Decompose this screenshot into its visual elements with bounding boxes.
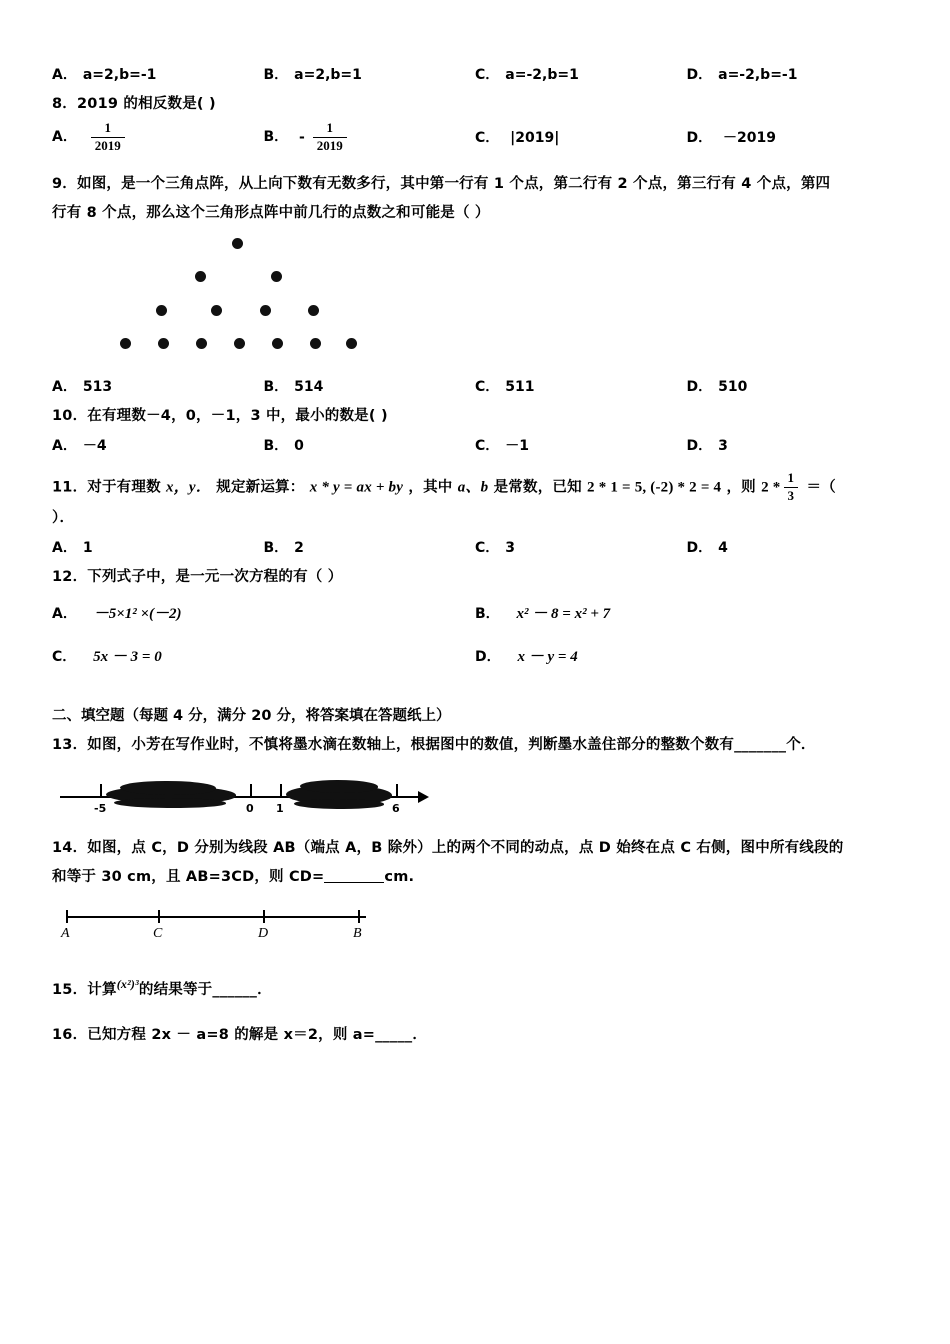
option-text: a=-2,b=-1: [718, 67, 798, 83]
dot-array: [62, 238, 392, 368]
stem-part: cm.: [384, 869, 415, 886]
option-label: C．: [475, 540, 500, 557]
option-label: C．: [475, 67, 500, 83]
stem-part: ＝（: [806, 479, 836, 496]
point-label-b: B: [353, 926, 362, 942]
option-label: D．: [686, 378, 713, 395]
question-15: [52, 972, 898, 1005]
question-10: [52, 402, 898, 455]
question-9-stem-line1: 9．如图，是一个三角点阵，从上向下数有无数多行，其中第一行有 1 个点，第二行有 2 个点，第三行有 4 个点，第四: [52, 175, 831, 192]
option-label: A．: [52, 606, 77, 623]
option-d[interactable]: [687, 435, 899, 455]
option-a[interactable]: [52, 121, 264, 154]
question-10-options: [52, 435, 898, 455]
option-label: B．: [263, 540, 289, 557]
dot: [234, 338, 245, 349]
minus-sign: -: [299, 129, 305, 146]
dot: [120, 338, 131, 349]
option-label: D．: [686, 437, 713, 454]
fraction-one-over-2019: $\frac{1}{2019}$: [313, 121, 347, 154]
option-c[interactable]: [475, 64, 687, 84]
question-8: [52, 90, 898, 154]
option-formula: x － y = 4: [517, 649, 578, 666]
question-11-stem: [52, 471, 898, 504]
option-c[interactable]: [475, 127, 687, 147]
question-16: [52, 1021, 898, 1050]
option-label: D．: [686, 67, 713, 83]
option-a[interactable]: [52, 435, 264, 455]
stem-part: 规定新运算：: [216, 479, 305, 496]
option-formula: x² － 8 = x² + 7: [516, 606, 611, 623]
option-label: B．: [263, 378, 289, 395]
option-c[interactable]: [475, 435, 687, 455]
option-a[interactable]: [52, 537, 264, 557]
target-expression: 2 *: [761, 479, 781, 496]
dot: [156, 305, 167, 316]
question-8-options: [52, 121, 898, 154]
point-tick-b: [358, 910, 360, 923]
point-tick-a: [66, 910, 68, 923]
point-label-c: C: [153, 926, 163, 942]
option-text: 4: [718, 540, 728, 557]
question-12-options-row1: [52, 602, 898, 623]
dot: [232, 238, 243, 249]
segment-line: [66, 916, 366, 918]
tick: [100, 784, 102, 798]
option-text: －4: [82, 437, 107, 454]
option-text: 513: [82, 378, 113, 395]
section-2-title: 二、填空题（每题 4 分，满分 20 分，将答案填在答题纸上）: [52, 708, 451, 725]
given-equations: 2 * 1 = 5, (-2) * 2 = 4: [587, 479, 722, 496]
dot: [211, 305, 222, 316]
dot: [308, 305, 319, 316]
option-label: C．: [475, 130, 500, 147]
option-label: C．: [475, 437, 500, 454]
number-line: [60, 770, 460, 826]
option-label: B．: [263, 129, 289, 146]
option-formula: －5×1² ×(－2): [93, 606, 182, 623]
stem-part: 是常数，已知: [493, 479, 582, 496]
option-label: B．: [263, 67, 289, 83]
number-line-figure: [52, 770, 898, 826]
question-12-options-row2: [52, 645, 898, 666]
answer-blank[interactable]: [324, 868, 384, 884]
question-14-stem-line2: [52, 863, 898, 892]
option-b[interactable]: [264, 64, 476, 84]
option-d[interactable]: [475, 645, 898, 666]
option-label: D．: [475, 649, 501, 666]
option-b[interactable]: [264, 376, 476, 396]
stem-part: ，其中: [408, 479, 453, 496]
question-13: [52, 731, 898, 826]
option-text: |2019|: [510, 130, 560, 147]
option-b[interactable]: [264, 537, 476, 557]
stem-part: 11．对于有理数: [52, 479, 161, 496]
dot: [158, 338, 169, 349]
option-text: 510: [718, 378, 748, 395]
tick-label: 6: [392, 802, 400, 816]
option-text: 3: [505, 540, 516, 557]
option-formula: 5x － 3 = 0: [93, 649, 162, 666]
tick: [280, 784, 282, 798]
dot: [260, 305, 271, 316]
dot: [196, 338, 207, 349]
option-label: D．: [686, 540, 713, 557]
option-d[interactable]: [687, 64, 899, 84]
question-15-stem: [52, 972, 898, 1005]
option-d[interactable]: [687, 376, 899, 396]
dot: [195, 271, 206, 282]
question-8-stem: 8．2019 的相反数是( ): [52, 96, 216, 112]
fraction-one-third: $\frac{1}{3}$: [784, 471, 799, 504]
tick-label: -5: [94, 802, 107, 816]
option-text: 2: [294, 540, 304, 557]
question-7-options: [52, 64, 898, 84]
question-13-stem: 13．如图，小芳在写作业时，不慎将墨水滴在数轴上，根据图中的数值，判断墨水盖住部分的整数个数有_______个．: [52, 737, 816, 754]
option-label: D．: [686, 130, 713, 147]
option-label: A．: [52, 540, 77, 557]
stem-part: 15．计算: [52, 982, 117, 999]
expression: (x²)³: [116, 977, 139, 992]
stem-part: 和等于 30 cm，且 AB=3CD，则 CD=: [52, 869, 325, 886]
option-text: 1: [82, 540, 93, 557]
dot: [310, 338, 321, 349]
tick-label: 1: [276, 802, 284, 816]
question-10-stem: 10．在有理数－4，0，－1，3 中，最小的数是( ): [52, 407, 388, 424]
option-label: B．: [263, 437, 289, 454]
question-11: [52, 471, 898, 557]
segment-figure: [52, 902, 898, 954]
question-9-stem-line2: 行有 8 个点，那么这个三角形点阵中前几行的点数之和可能是（ ）: [52, 204, 490, 221]
stem-part: ，则: [726, 479, 756, 496]
option-label: B．: [475, 606, 500, 623]
question-11-options: [52, 537, 898, 557]
option-b[interactable]: [264, 121, 476, 154]
stem-part: 的结果等于______．: [138, 982, 272, 999]
option-text: 3: [718, 437, 728, 454]
option-c[interactable]: [475, 376, 687, 396]
tick: [250, 784, 252, 798]
option-b[interactable]: [475, 602, 898, 623]
constants: a、b: [457, 479, 489, 496]
option-label: C．: [52, 649, 77, 666]
option-text: a=2,b=1: [294, 67, 362, 83]
axis-arrow: [418, 791, 429, 803]
option-b[interactable]: [264, 435, 476, 455]
dot: [346, 338, 357, 349]
dot: [272, 338, 283, 349]
point-tick-c: [158, 910, 160, 923]
question-9-options: [52, 376, 898, 396]
option-text: 514: [294, 378, 324, 395]
option-label: A．: [52, 129, 77, 146]
option-a[interactable]: [52, 602, 475, 623]
segment-diagram: [58, 902, 378, 954]
tick: [396, 784, 398, 798]
option-text: 511: [505, 378, 535, 395]
option-d[interactable]: [687, 537, 899, 557]
tick-label: 0: [246, 802, 254, 816]
option-text: a=2,b=-1: [82, 67, 157, 83]
point-label-a: A: [61, 926, 70, 942]
option-text: 0: [294, 437, 304, 454]
ink-blot-right-lower: [294, 799, 384, 809]
option-text: a=-2,b=1: [505, 67, 579, 83]
question-14: [52, 834, 898, 954]
variables: x，y．: [166, 479, 211, 496]
option-c[interactable]: [52, 645, 475, 666]
option-c[interactable]: [475, 537, 687, 557]
option-text: －2019: [723, 130, 776, 147]
fraction-one-over-2019: $\frac{1}{2019}$: [91, 121, 125, 154]
question-12-stem: 12．下列式子中，是一元一次方程的有（ ）: [52, 569, 343, 586]
option-a[interactable]: [52, 64, 264, 84]
point-tick-d: [263, 910, 265, 923]
question-11-stem-line2: ）．: [52, 510, 75, 527]
question-16-stem: 16．已知方程 2x － a=8 的解是 x＝2，则 a=_____．: [52, 1027, 428, 1044]
option-label: A．: [52, 437, 77, 454]
option-label: A．: [52, 67, 77, 83]
option-a[interactable]: [52, 376, 264, 396]
option-d[interactable]: [687, 127, 899, 147]
question-12: [52, 563, 898, 666]
option-label: C．: [475, 378, 500, 395]
point-label-d: D: [258, 926, 269, 942]
option-label: A．: [52, 378, 77, 395]
question-14-stem-line1: 14．如图，点 C，D 分别为线段 AB（端点 A，B 除外）上的两个不同的动点，点 D 始终在点 C 右侧，图中所有线段的: [52, 840, 844, 857]
new-operation-formula: x * y = ax + by: [309, 479, 404, 496]
question-9: [52, 170, 898, 396]
dot: [271, 271, 282, 282]
option-text: －1: [505, 437, 530, 454]
triangular-dot-array-figure: [52, 238, 898, 368]
ink-blot-left-lower: [114, 798, 226, 808]
